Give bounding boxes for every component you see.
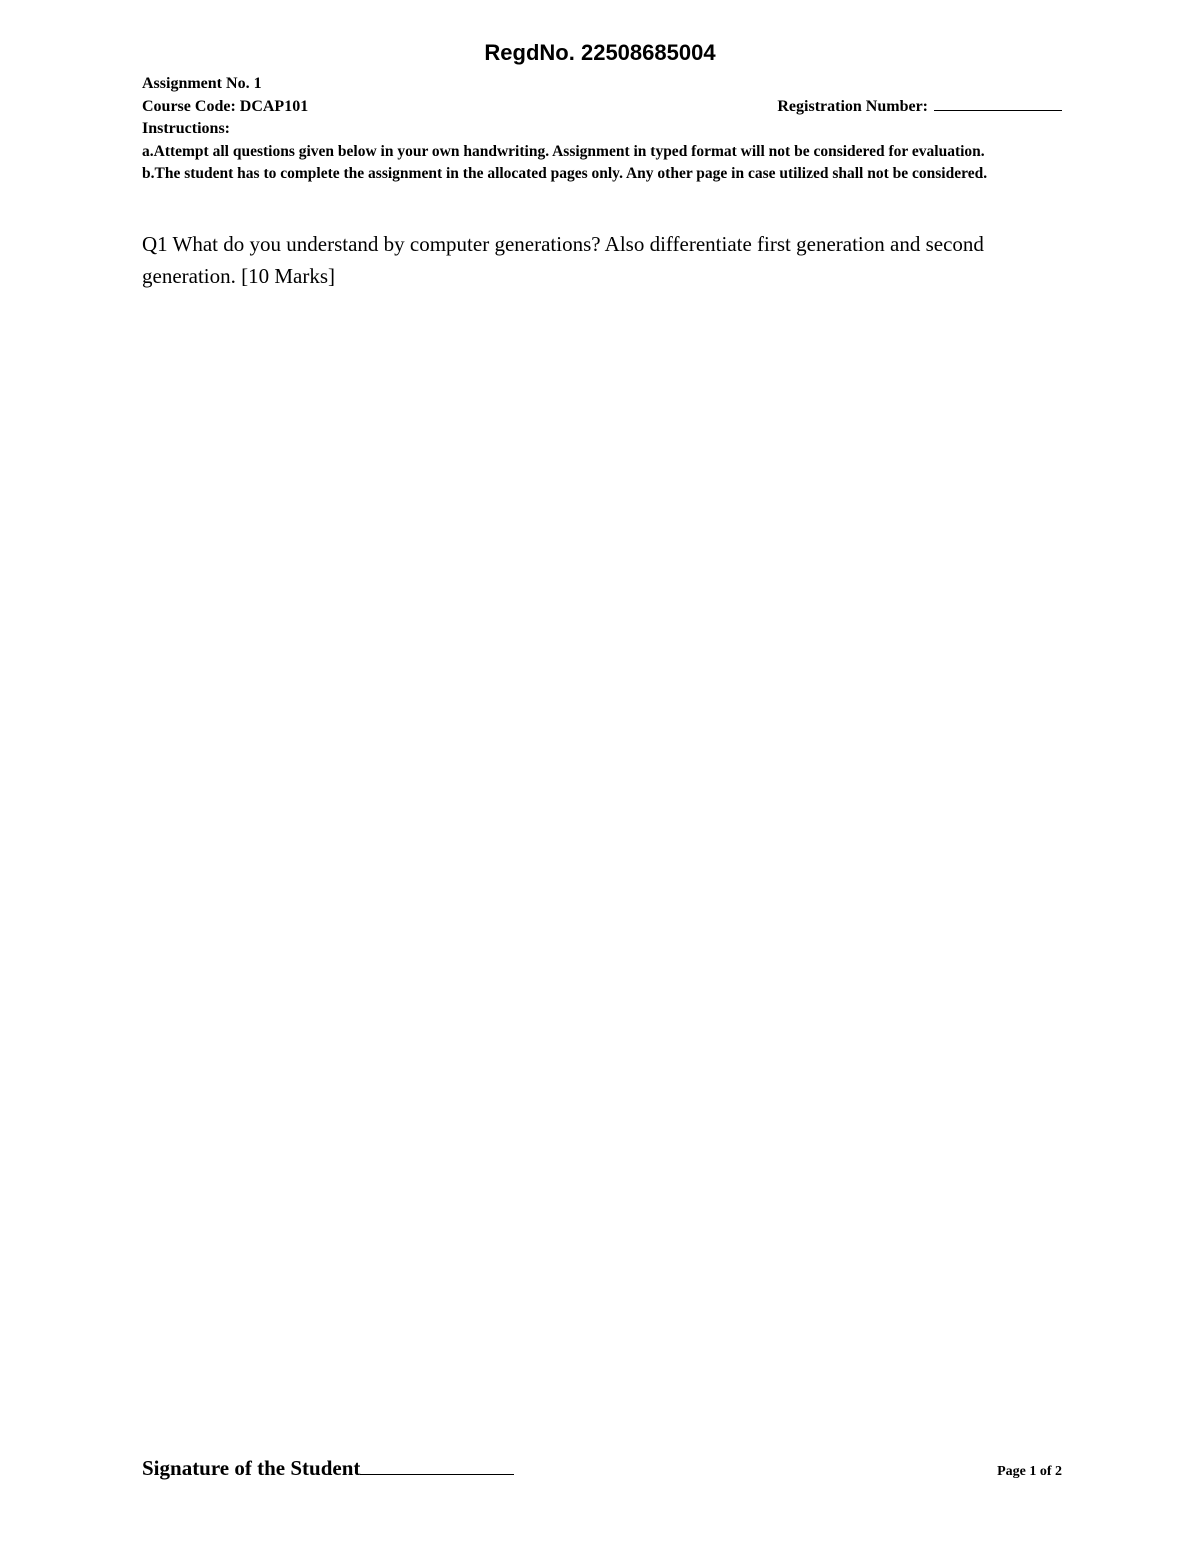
instruction-b: b.The student has to complete the assignment in the allocated pages only. Any other page in case utilized shall not be considered.: [142, 165, 988, 182]
page-footer: [142, 1456, 1062, 1481]
signature-blank: [360, 1460, 514, 1475]
assignment-number: Assignment No. 1: [142, 75, 262, 92]
instruction-a: a.Attempt all questions given below in your own handwriting. Assignment in typed format will not be considered for evaluation.: [142, 142, 985, 160]
instructions-heading: Instructions:: [142, 120, 231, 137]
course-code: Course Code: DCAP101: [142, 97, 309, 115]
registration-number-blank: [934, 98, 1062, 111]
course-row: [142, 96, 1062, 119]
registration-number-field: [777, 96, 1062, 119]
registration-number-label: Registration Number:: [777, 97, 928, 115]
regd-number-header: RegdNo. 22508685004: [484, 40, 716, 65]
signature-label: Signature of the Student: [142, 1456, 361, 1480]
question-1: Q1 What do you understand by computer generations? Also differentiate first generation and second generation. [10 Marks]: [142, 232, 984, 288]
student-signature-field: [142, 1456, 514, 1481]
page-number: Page 1 of 2: [997, 1464, 1062, 1479]
assignment-header: [142, 73, 1062, 186]
